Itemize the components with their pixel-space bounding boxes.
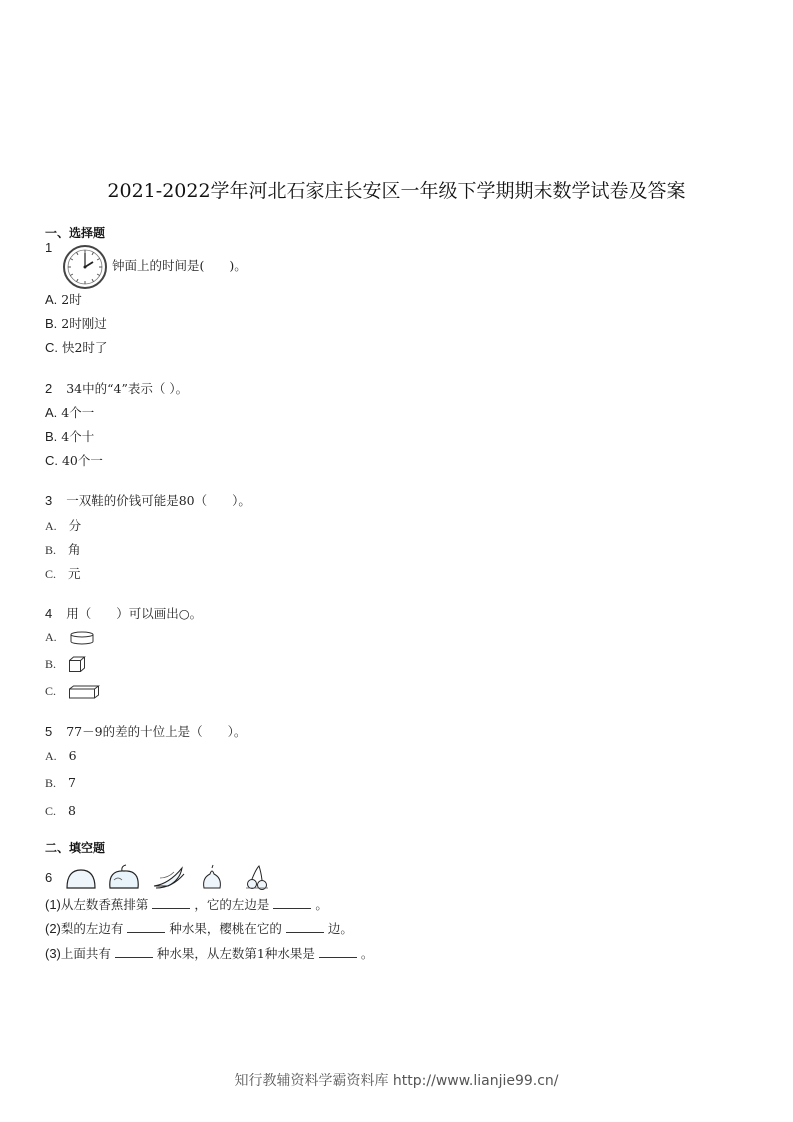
- question-5: 5 77－9的差的十位上是（ ）。: [45, 724, 247, 739]
- question-2: 2 34中的“4”表示（ ）。: [45, 381, 189, 396]
- fruit-row-image: [64, 864, 274, 890]
- question-6-part-2: (2)梨的左边有 种水果，樱桃在它的 边。: [45, 921, 353, 936]
- footer-watermark: 知行教辅资料学霸资料库 http://www.lianjie99.cn/: [234, 1073, 559, 1089]
- cube-icon: [68, 656, 86, 673]
- question-2-option-b: B. 4个十: [45, 429, 95, 444]
- cylinder-icon: [69, 631, 95, 645]
- clock-icon: [62, 244, 108, 290]
- question-3-option-b: B. 角: [45, 542, 81, 557]
- question-2-option-a: A. 4个一: [45, 405, 95, 420]
- question-5-option-c: C. 8: [45, 803, 76, 818]
- cherry-icon: [246, 866, 268, 890]
- question-5-option-b: B. 7: [45, 775, 76, 790]
- question-4-option-a: A.: [45, 629, 95, 645]
- question-4-option-c: C.: [45, 683, 100, 699]
- answer-blank[interactable]: [127, 921, 165, 933]
- question-3: 3 一双鞋的价钱可能是80（ ）。: [45, 493, 251, 508]
- question-3-option-c: C. 元: [45, 566, 81, 581]
- question-1-text: 钟面上的时间是( )。: [112, 258, 247, 273]
- answer-blank[interactable]: [319, 946, 357, 958]
- answer-blank[interactable]: [286, 921, 324, 933]
- question-1-option-a: A. 2时: [45, 292, 82, 307]
- question-5-option-a: A. 6: [45, 748, 77, 763]
- question-3-option-a: A. 分: [45, 518, 82, 533]
- fruit-2-icon: [110, 865, 138, 888]
- question-6-part-1: (1)从左数香蕉排第 ，它的左边是 。: [45, 897, 328, 912]
- question-6-part-3: (3)上面共有 种水果，从左数第1种水果是 。: [45, 946, 374, 961]
- page-title: 2021-2022学年河北石家庄长安区一年级下学期期末数学试卷及答案: [107, 180, 686, 202]
- question-1-option-b: B. 2时刚过: [45, 316, 107, 331]
- answer-blank[interactable]: [273, 897, 311, 909]
- cuboid-icon: [68, 685, 100, 699]
- answer-blank[interactable]: [152, 897, 190, 909]
- question-4-option-b: B.: [45, 656, 86, 673]
- pear-icon: [204, 865, 221, 888]
- section-fill-heading: 二、填空题: [45, 841, 106, 855]
- question-1-option-c: C. 快2时了: [45, 340, 108, 355]
- fruit-1-icon: [67, 870, 95, 888]
- banana-icon: [154, 868, 184, 888]
- section-choice-heading: 一、选择题: [45, 226, 106, 240]
- answer-blank[interactable]: [115, 946, 153, 958]
- question-2-option-c: C. 40个一: [45, 453, 103, 468]
- question-4: 4 用（ ）可以画出○。: [45, 606, 203, 621]
- question-6-number: 6: [45, 870, 53, 885]
- question-1-number: 1: [45, 240, 53, 255]
